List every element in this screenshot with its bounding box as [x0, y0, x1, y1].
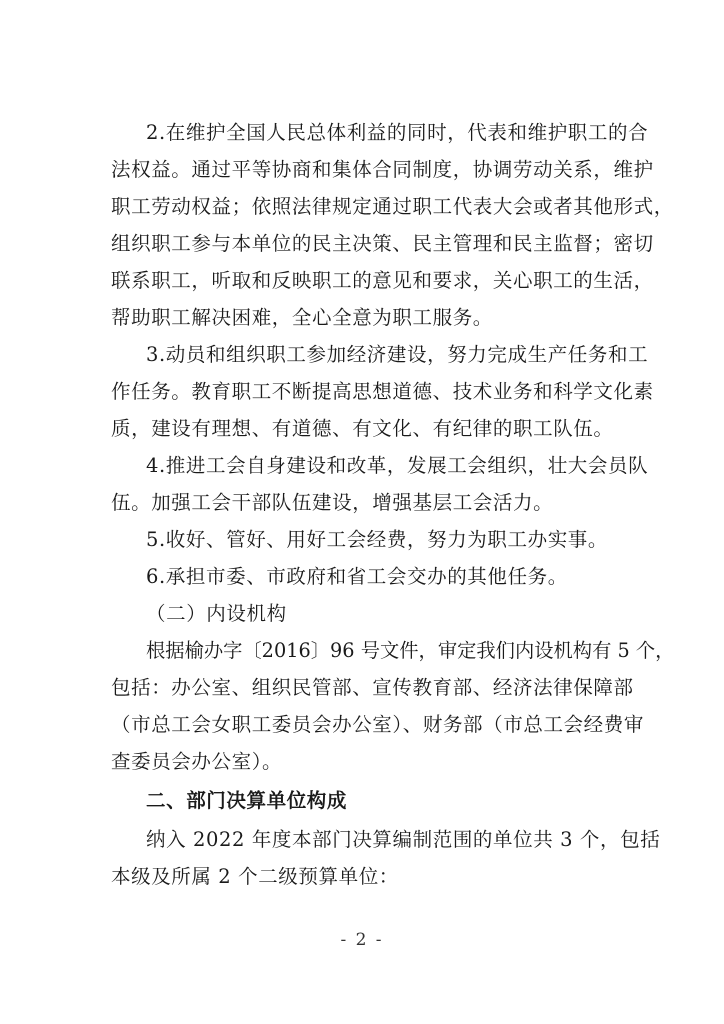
- paragraph-duty-2-line-4: 组织职工参与本单位的民主决策、民主管理和民主监督；密切: [111, 232, 654, 255]
- paragraph-duty-2-line-2: 法权益。通过平等协商和集体合同制度，协调劳动关系，维护: [111, 158, 654, 181]
- paragraph-structure-line-2: 包括：办公室、组织民管部、宣传教育部、经济法律保障部: [111, 676, 634, 699]
- paragraph-duty-3-line-3: 质，建设有理想、有道德、有文化、有纪律的职工队伍。: [111, 417, 614, 440]
- section-heading: 二、部门决算单位构成: [146, 789, 348, 812]
- paragraph-units-line-2: 本级及所属 2 个二级预算单位：: [111, 865, 399, 888]
- paragraph-duty-2-line-1: 2.在维护全国人民总体利益的同时，代表和维护职工的合: [146, 121, 649, 144]
- paragraph-duty-2-line-5: 联系职工，听取和反映职工的意见和要求，关心职工的生活，: [111, 269, 654, 292]
- paragraph-duty-4-line-2: 伍。加强工会干部队伍建设，增强基层工会活力。: [111, 491, 554, 514]
- paragraph-duty-4-line-1: 4.推进工会自身建设和改革，发展工会组织，壮大会员队: [146, 454, 649, 477]
- paragraph-duty-3-line-2: 作任务。教育职工不断提高思想道德、技术业务和科学文化素: [111, 380, 654, 403]
- paragraph-duty-6: 6.承担市委、市政府和省工会交办的其他任务。: [146, 565, 568, 588]
- paragraph-units-line-1: 纳入 2022 年度本部门决算编制范围的单位共 3 个，包括: [146, 828, 661, 851]
- paragraph-duty-2-line-3: 职工劳动权益；依照法律规定通过职工代表大会或者其他形式，: [111, 195, 674, 218]
- subheading-internal-structure: （二）内设机构: [146, 602, 287, 625]
- paragraph-structure-line-1: 根据榆办字〔2016〕96 号文件，审定我们内设机构有 5 个，: [146, 639, 675, 662]
- paragraph-structure-line-4: 查委员会办公室）。: [111, 750, 283, 773]
- paragraph-duty-3-line-1: 3.动员和组织职工参加经济建设，努力完成生产任务和工: [146, 343, 649, 366]
- page-number: - 2 -: [340, 930, 384, 950]
- paragraph-structure-line-3: （市总工会女职工委员会办公室）、财务部（市总工会经费审: [111, 713, 644, 736]
- paragraph-duty-5: 5.收好、管好、用好工会经费，努力为职工办实事。: [146, 528, 609, 551]
- paragraph-duty-2-line-6: 帮助职工解决困难，全心全意为职工服务。: [111, 306, 493, 329]
